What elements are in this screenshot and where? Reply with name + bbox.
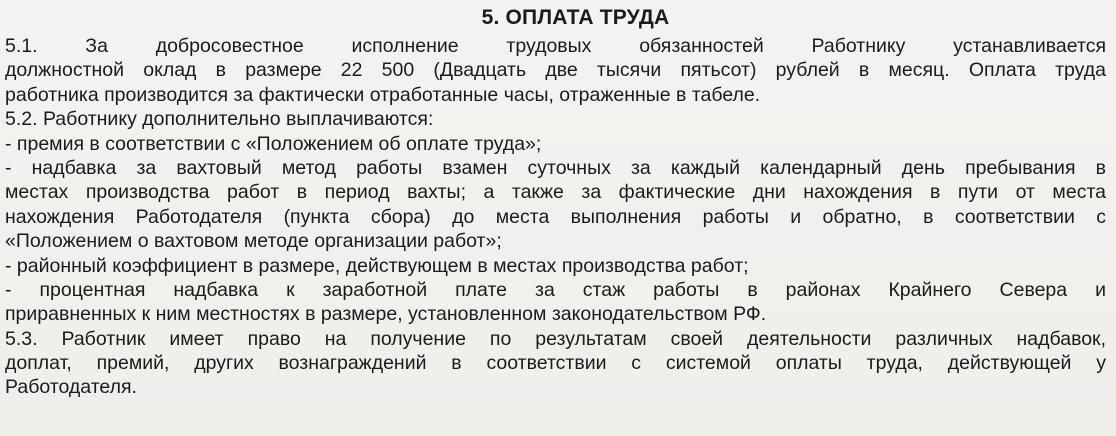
text-line-7: местах производства работ в период вахты; а также за фактические дни нахождения в пути от места <box>5 181 1106 204</box>
text-line-6: - надбавка за вахтовый метод работы взамен суточных за каждый календарный день пребывания в <box>5 156 1106 179</box>
section-title: 5. ОПЛАТА ТРУДА <box>481 6 670 29</box>
text-line-8: нахождения Работодателя (пункта сбора) до места выполнения работы и обратно, в соответствии с <box>5 205 1106 228</box>
text-line-13: 5.3. Работник имеет право на получение по результатам своей деятельности различных надбавок, <box>5 327 1106 350</box>
text-line-3: работника производится за фактически отработанные часы, отраженные в табеле. <box>5 83 761 106</box>
text-line-15: Работодателя. <box>5 376 137 399</box>
section-body <box>5 34 1106 400</box>
text-line-2: должностной оклад в размере 22 500 (Двадцать две тысячи пятьсот) рублей в месяц. Оплата труда <box>5 59 1106 82</box>
text-line-9: «Положением о вахтовом методе организации работ»; <box>5 230 502 253</box>
text-line-11: - процентная надбавка к заработной плате за стаж работы в районах Крайнего Севера и <box>5 278 1106 301</box>
text-line-4: 5.2. Работнику дополнительно выплачиваются: <box>5 108 434 131</box>
text-line-5: - премия в соответствии с «Положением об оплате труда»; <box>5 132 542 155</box>
text-line-10: - районный коэффициент в размере, действующем в местах производства работ; <box>5 254 749 277</box>
text-line-12: приравненных к ним местностях в размере, установленном законодательством РФ. <box>5 303 767 326</box>
text-line-1: 5.1. За добросовестное исполнение трудовых обязанностей Работнику устанавливается <box>5 35 1106 57</box>
text-line-14: доплат, премий, других вознаграждений в соответствии с системой оплаты труда, действующей у <box>5 352 1106 375</box>
